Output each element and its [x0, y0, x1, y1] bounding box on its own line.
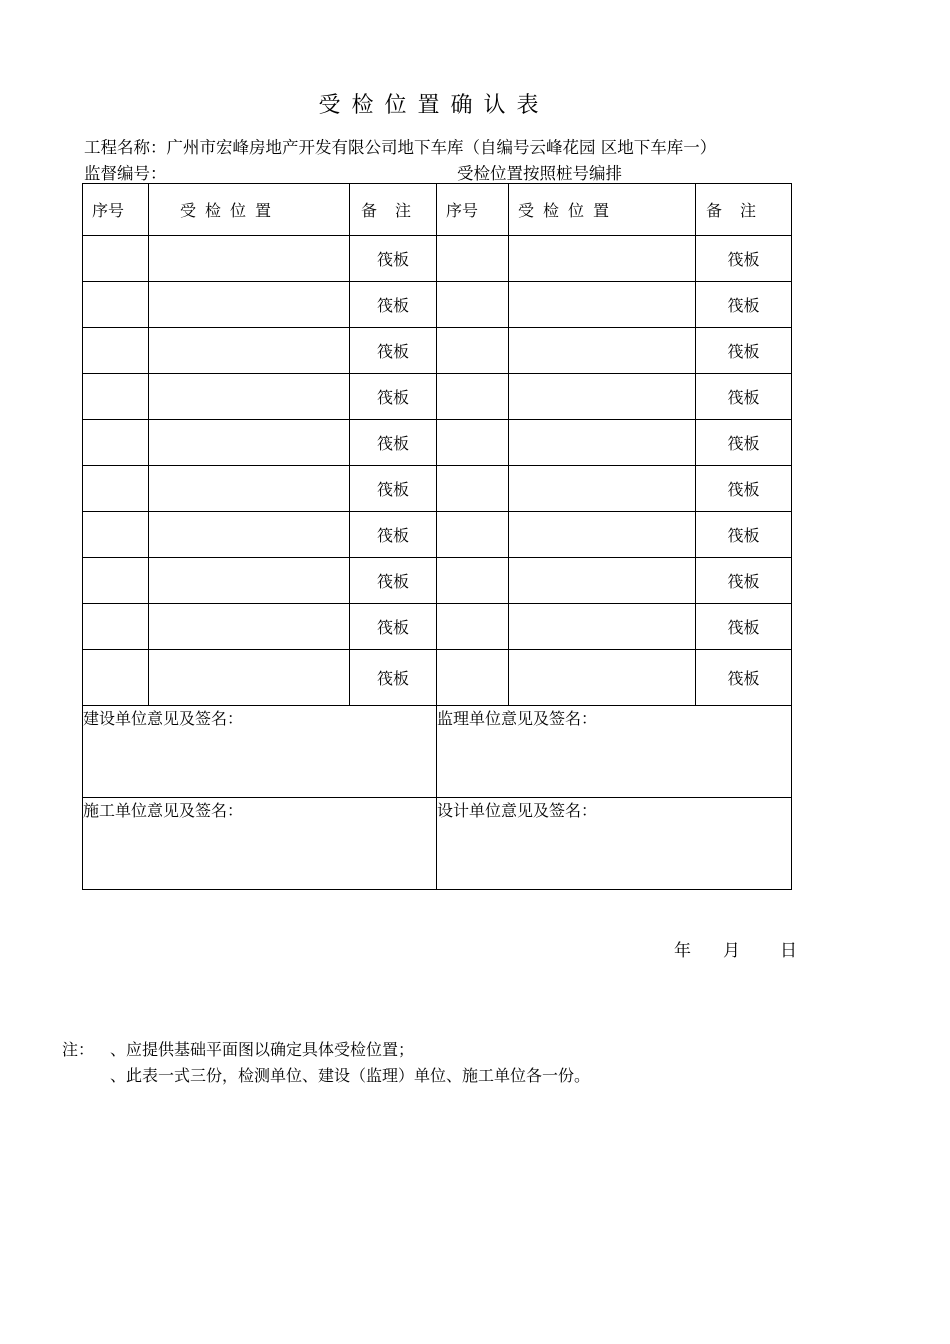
project-name: 工程名称：广州市宏峰房地产开发有限公司地下车库（自编号云峰花园 区地下车库一） [84, 138, 717, 157]
header-position-left: 受检位置 [149, 184, 350, 236]
seq-cell-left[interactable] [83, 374, 149, 420]
note-cell-left: 筏板 [350, 236, 437, 282]
table-row [83, 282, 792, 328]
footnotes [62, 1037, 590, 1089]
note-cell-right: 筏板 [696, 604, 792, 650]
seq-cell-right[interactable] [437, 374, 509, 420]
note-cell-right: 筏板 [696, 328, 792, 374]
position-cell-right[interactable] [509, 374, 696, 420]
position-cell-left[interactable] [149, 328, 350, 374]
date-month: 月 [723, 941, 740, 961]
notes-label: 注： [62, 1040, 95, 1059]
date-day: 日 [780, 941, 797, 961]
header-position-right: 受检位置 [509, 184, 696, 236]
position-cell-left[interactable] [149, 512, 350, 558]
note-item: 、应提供基础平面图以确定具体受检位置； [110, 1040, 415, 1059]
seq-cell-left[interactable] [83, 604, 149, 650]
seq-cell-left[interactable] [83, 282, 149, 328]
seq-cell-left[interactable] [83, 466, 149, 512]
header-seq-left: 序号 [83, 184, 149, 236]
seq-cell-left[interactable] [83, 328, 149, 374]
supervision-signature[interactable]: 监理单位意见及签名： [437, 706, 792, 798]
position-cell-right[interactable] [509, 328, 696, 374]
position-cell-right[interactable] [509, 236, 696, 282]
note-item: 、此表一式三份，检测单位、建设（监理）单位、施工单位各一份。 [110, 1066, 591, 1085]
seq-cell-left[interactable] [83, 512, 149, 558]
table-row [83, 650, 792, 706]
table-row [83, 466, 792, 512]
signature-row [83, 798, 792, 890]
seq-cell-right[interactable] [437, 604, 509, 650]
table-header-row [83, 184, 792, 236]
position-cell-left[interactable] [149, 282, 350, 328]
seq-cell-right[interactable] [437, 466, 509, 512]
table-row [83, 328, 792, 374]
note-cell-right: 筏板 [696, 420, 792, 466]
seq-cell-right[interactable] [437, 420, 509, 466]
contractor-signature[interactable]: 施工单位意见及签名： [83, 798, 437, 890]
note-cell-left: 筏板 [350, 466, 437, 512]
date-year: 年 [674, 941, 691, 961]
seq-cell-left[interactable] [83, 236, 149, 282]
note-cell-left: 筏板 [350, 650, 437, 706]
note-cell-left: 筏板 [350, 282, 437, 328]
table-row [83, 558, 792, 604]
table-row [83, 236, 792, 282]
table-row [83, 420, 792, 466]
note-cell-left: 筏板 [350, 512, 437, 558]
note-cell-right: 筏板 [696, 374, 792, 420]
seq-cell-right[interactable] [437, 328, 509, 374]
position-cell-left[interactable] [149, 374, 350, 420]
position-cell-left[interactable] [149, 466, 350, 512]
seq-cell-right[interactable] [437, 512, 509, 558]
note-cell-right: 筏板 [696, 466, 792, 512]
position-cell-right[interactable] [509, 512, 696, 558]
position-cell-right[interactable] [509, 466, 696, 512]
table-row [83, 604, 792, 650]
note-cell-left: 筏板 [350, 604, 437, 650]
supervision-number-label: 监督编号： [84, 164, 167, 183]
table-row [83, 374, 792, 420]
position-cell-right[interactable] [509, 650, 696, 706]
note-cell-left: 筏板 [350, 328, 437, 374]
header-note-left: 备注 [350, 184, 437, 236]
seq-cell-left[interactable] [83, 420, 149, 466]
construction-owner-signature[interactable]: 建设单位意见及签名： [83, 706, 437, 798]
position-cell-right[interactable] [509, 604, 696, 650]
page-title: 受检位置确认表 [318, 93, 550, 118]
position-cell-right[interactable] [509, 282, 696, 328]
note-cell-right: 筏板 [696, 282, 792, 328]
note-cell-left: 筏板 [350, 374, 437, 420]
header-note-right: 备注 [696, 184, 792, 236]
note-cell-right: 筏板 [696, 236, 792, 282]
note-cell-right: 筏板 [696, 558, 792, 604]
table-row [83, 512, 792, 558]
position-cell-left[interactable] [149, 420, 350, 466]
position-cell-right[interactable] [509, 420, 696, 466]
note-cell-right: 筏板 [696, 512, 792, 558]
note-cell-right: 筏板 [696, 650, 792, 706]
seq-cell-right[interactable] [437, 236, 509, 282]
seq-cell-left[interactable] [83, 558, 149, 604]
position-cell-left[interactable] [149, 604, 350, 650]
date-line [674, 936, 797, 961]
seq-cell-right[interactable] [437, 650, 509, 706]
seq-cell-right[interactable] [437, 558, 509, 604]
design-signature[interactable]: 设计单位意见及签名： [437, 798, 792, 890]
seq-cell-right[interactable] [437, 282, 509, 328]
arrangement-note: 受检位置按照桩号编排 [457, 164, 622, 183]
note-cell-left: 筏板 [350, 420, 437, 466]
seq-cell-left[interactable] [83, 650, 149, 706]
signature-row [83, 706, 792, 798]
inspection-table [82, 183, 792, 890]
position-cell-left[interactable] [149, 650, 350, 706]
position-cell-left[interactable] [149, 558, 350, 604]
position-cell-left[interactable] [149, 236, 350, 282]
header-seq-right: 序号 [437, 184, 509, 236]
note-cell-left: 筏板 [350, 558, 437, 604]
position-cell-right[interactable] [509, 558, 696, 604]
